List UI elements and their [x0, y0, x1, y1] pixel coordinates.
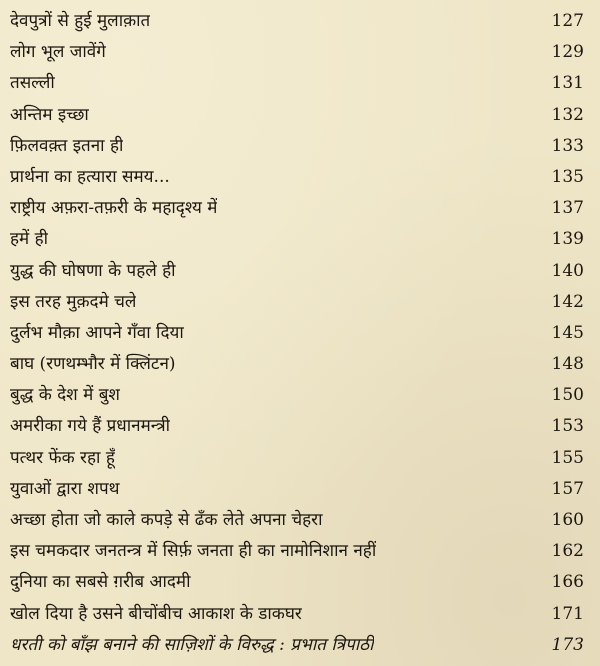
toc-entry-title: इस चमकदार जनतन्त्र में सिर्फ़ जनता ही का नामोनिशान नहीं — [10, 541, 377, 562]
toc-entry-page: 155 — [551, 447, 584, 468]
toc-entry-title: युद्ध की घोषणा के पहले ही — [10, 260, 176, 281]
toc-entry-title: देवपुत्रों से हुई मुलाक़ात — [10, 11, 151, 31]
toc-entry-title: अमरीका गये हैं प्रधानमन्त्री — [10, 416, 171, 437]
toc-entry-title: खोल दिया है उसने बीचोंबीच आकाश के डाकघर — [10, 603, 302, 624]
toc-entry — [10, 474, 586, 505]
toc-entry-page: 137 — [551, 198, 584, 219]
toc-entry-title: युवाओं द्वारा शपथ — [10, 478, 120, 499]
toc-entry-title: बुद्ध के देश में बुश — [10, 385, 120, 406]
toc-entry — [10, 443, 586, 474]
toc-entry — [10, 349, 586, 380]
toc-entry — [10, 6, 586, 37]
toc-entry-page: 150 — [551, 385, 584, 406]
toc-entry-page: 145 — [551, 322, 584, 343]
toc-entry — [10, 318, 586, 349]
toc-entry-page: 153 — [551, 416, 584, 437]
toc-entry-title: हमें ही — [10, 229, 49, 250]
toc-entry — [10, 567, 586, 598]
toc-entry — [10, 162, 586, 193]
toc-entry — [10, 505, 586, 536]
toc-entry — [10, 193, 586, 224]
toc-entry — [10, 630, 586, 661]
toc-entry — [10, 411, 586, 442]
toc-entry-page: 173 — [551, 634, 584, 655]
toc-entry-page: 139 — [551, 229, 584, 250]
toc-entry-title: दुर्लभ मौक़ा आपने गँवा दिया — [10, 322, 184, 343]
toc-entry-page: 133 — [551, 135, 584, 156]
toc-entry-page: 162 — [551, 541, 584, 562]
toc-entry — [10, 224, 586, 255]
toc-entry — [10, 599, 586, 630]
toc-entry-title: लोग भूल जावेंगे — [10, 42, 106, 63]
toc-entry-page: 132 — [551, 104, 584, 125]
table-of-contents — [10, 6, 586, 661]
toc-entry-page: 160 — [551, 510, 584, 530]
toc-entry — [10, 131, 586, 162]
toc-entry-title: अच्छा होता जो काले कपड़े से ढँक लेते अपना चेहरा — [10, 510, 323, 530]
toc-entry-title: राष्ट्रीय अफ़रा-तफ़री के महादृश्य में — [10, 198, 218, 219]
toc-entry-page: 140 — [551, 260, 584, 281]
toc-entry-page: 166 — [551, 572, 584, 593]
toc-entry-page: 171 — [551, 603, 584, 624]
toc-entry-page: 135 — [551, 166, 584, 187]
toc-entry-title: धरती को बाँझ बनाने की साज़िशों के विरुद्ध : प्रभात त्रिपाठी — [10, 634, 374, 655]
toc-entry-page: 129 — [551, 42, 584, 63]
toc-entry — [10, 536, 586, 567]
toc-entry — [10, 287, 586, 318]
toc-entry-title: पत्थर फेंक रहा हूँ — [10, 447, 115, 468]
toc-entry-title: दुनिया का सबसे ग़रीब आदमी — [10, 572, 191, 593]
toc-entry — [10, 100, 586, 131]
toc-entry-page: 127 — [551, 11, 584, 31]
toc-entry-page: 148 — [551, 354, 584, 375]
toc-entry-title: बाघ (रणथम्भौर में क्लिंटन) — [10, 354, 176, 375]
toc-entry-title: प्रार्थना का हत्यारा समय... — [10, 166, 170, 187]
toc-entry — [10, 68, 586, 99]
toc-entry-page: 131 — [551, 73, 584, 94]
toc-entry-title: इस तरह मुक़दमे चले — [10, 291, 137, 312]
toc-entry — [10, 37, 586, 68]
toc-entry-page: 142 — [551, 291, 584, 312]
toc-entry — [10, 380, 586, 411]
toc-entry — [10, 256, 586, 287]
toc-entry-page: 157 — [551, 478, 584, 499]
toc-entry-title: अन्तिम इच्छा — [10, 104, 89, 125]
toc-entry-title: फ़िलवक़्त इतना ही — [10, 135, 124, 156]
toc-entry-title: तसल्ली — [10, 73, 55, 94]
